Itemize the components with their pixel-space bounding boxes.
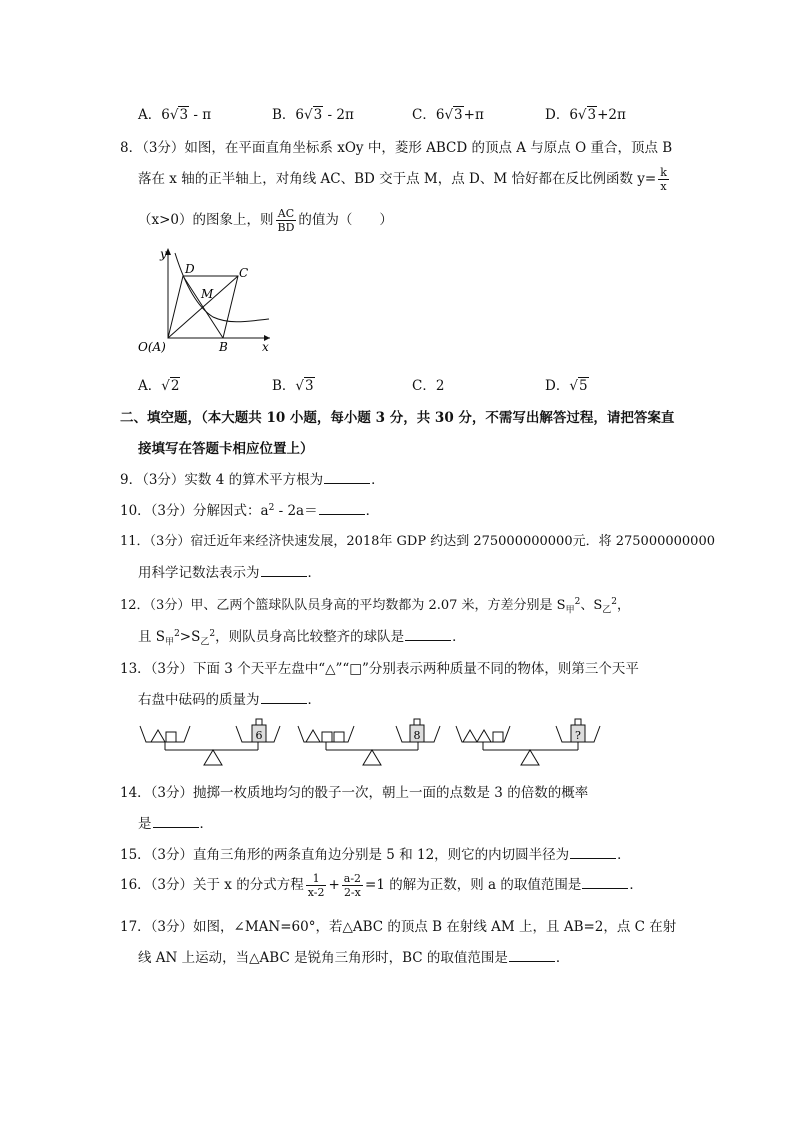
fig-label-o: O(A)	[138, 340, 166, 354]
answer-blank	[153, 815, 199, 828]
answer-blank	[319, 502, 365, 515]
q8-line3: （x>0）的图象上，则 $\frac{AC}{BD}$ 的值为（ ）	[138, 207, 393, 234]
q10: 10．（3分）分解因式：$a^2 - 2a=$ ．	[120, 503, 380, 519]
q8-line2: 落在 x 轴的正半轴上，对角线 AC、BD 交于点 M，点 D、M 恰好都在反比例函数 y= $\frac{k}{x}$	[138, 166, 667, 193]
balance-3	[456, 719, 600, 765]
q8-figure	[135, 245, 275, 357]
q8-option-c: C．2	[412, 378, 445, 394]
q13-balances	[138, 712, 608, 770]
fig-label-c: C	[239, 266, 249, 280]
balance-2	[298, 719, 440, 765]
q7-option-b: B．6√3 - 2π	[272, 107, 354, 123]
q16: 16．（3分）关于 x 的分式方程 $\frac{1}{x-2}$ + $\frac{a-2}{2-x}$ =1 的解为正数，则 a 的取值范围是 ．	[120, 872, 643, 899]
weight-label-2: 8	[413, 729, 421, 742]
q15: 15．（3分）直角三角形的两条直角边分别是 5 和 12，则它的内切圆半径为 ．	[120, 847, 631, 863]
q8-option-d: D．√5	[545, 378, 588, 394]
q9: 9．（3分）实数 4 的算术平方根为 ．	[120, 472, 385, 488]
answer-blank	[324, 471, 370, 484]
fig-label-y: y	[160, 247, 167, 261]
q8-line1: 8．（3分）如图，在平面直角坐标系 xOy 中，菱形 ABCD 的顶点 A 与原点 O 重合，顶点 B	[120, 140, 673, 156]
fig-label-b: B	[219, 340, 228, 354]
balance-1	[140, 719, 280, 765]
q8-option-b: B．√3	[272, 378, 314, 394]
fig-label-x: x	[262, 340, 269, 354]
q17-line2: 线 AN 上运动，当△ABC 是锐角三角形时，BC 的取值范围是 ．	[138, 950, 570, 966]
q11-line1: 11．（3分）宿迁近年来经济快速发展，2018年 GDP 约达到 275000000000元．将 275000000000	[120, 534, 715, 549]
fig-label-m: M	[201, 287, 214, 301]
section2-heading-line1: 二、填空题，（本大题共 10 小题，每小题 3 分，共 30 分，不需写出解答过程，请把答案直	[120, 410, 675, 426]
q7-option-d: D．6√3+2π	[545, 107, 626, 123]
fig-label-d: D	[185, 262, 195, 276]
answer-blank	[582, 876, 628, 889]
answer-blank	[261, 691, 307, 704]
q7-option-a: A．6√3 - π	[138, 107, 212, 123]
q14-line1: 14．（3分）抛掷一枚质地均匀的骰子一次，朝上一面的点数是 3 的倍数的概率	[120, 785, 589, 801]
section2-heading-line2: 接填写在答题卡相应位置上）	[138, 441, 314, 457]
q7-option-c: C．6√3+π	[412, 107, 484, 123]
answer-blank	[405, 628, 451, 641]
q17-line1: 17．（3分）如图，∠MAN=60°，若△ABC 的顶点 B 在射线 AM 上，且 AB=2，点 C 在射	[120, 919, 677, 935]
q12-line2: 且 $S_甲^2>S_乙^2$，则队员身高比较整齐的球队是 ．	[138, 629, 466, 648]
q14-line2: 是 ．	[138, 816, 213, 832]
answer-blank	[570, 846, 616, 859]
q11-line2: 用科学记数法表示为 ．	[138, 565, 321, 581]
q12-line1: 12．（3分）甲、乙两个篮球队队员身高的平均数都为 2.07 米，方差分别是 $S_甲^2$、$S_乙^2$，	[120, 597, 630, 616]
q13-line2: 右盘中砝码的质量为 ．	[138, 692, 321, 708]
weight-label-1: 6	[255, 729, 263, 742]
answer-blank	[261, 564, 307, 577]
q8-option-a: A．√2	[138, 378, 180, 394]
q13-line1: 13．（3分）下面 3 个天平左盘中“△”“□”分别表示两种质量不同的物体，则第三个天平	[120, 661, 639, 677]
answer-blank	[509, 949, 555, 962]
weight-label-3: ?	[575, 729, 581, 742]
